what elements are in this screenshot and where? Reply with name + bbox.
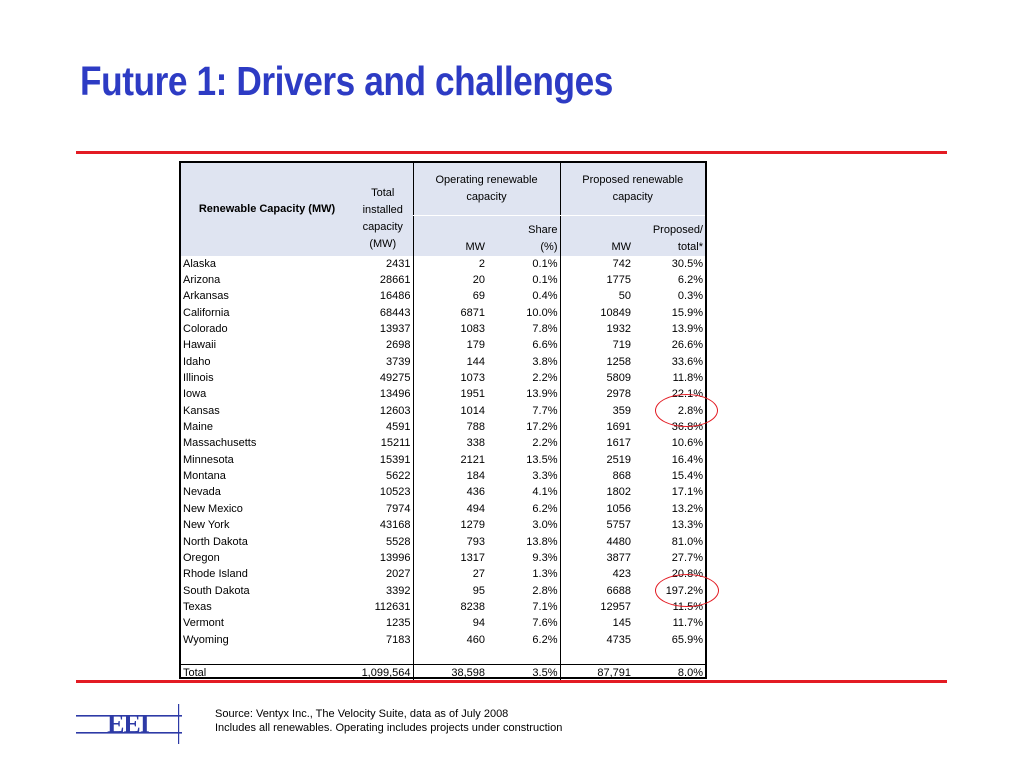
cell-op-mw: 94 (413, 616, 487, 632)
cell-total: 2431 (386, 257, 411, 270)
table-row (181, 354, 705, 370)
cell-total: 2698 (386, 339, 411, 352)
cell-pr-ratio: 15.4% (671, 470, 703, 483)
cell-pr-ratio: 10.6% (671, 437, 703, 450)
cell-op-share: 6.6% (532, 339, 558, 352)
cell-op-mw: 460 (413, 632, 487, 648)
cell-pr-ratio: 8.0% (633, 665, 705, 682)
table-row (181, 583, 705, 599)
bottom-divider (76, 680, 947, 683)
highlight-circle-south-dakota (655, 574, 719, 607)
cell-op-share: 2.8% (532, 584, 558, 597)
cell-op-share: 4.1% (532, 486, 558, 499)
cell-pr-mw: 1691 (560, 419, 633, 435)
cell-pr-mw: 2978 (560, 387, 633, 403)
cell-state: Colorado (183, 323, 228, 336)
cell-total: 5622 (386, 470, 411, 483)
cell-op-mw: 494 (413, 501, 487, 517)
cell-op-mw: 69 (413, 289, 487, 305)
table-row (181, 534, 705, 550)
cell-pr-mw: 2519 (560, 452, 633, 468)
cell-state: Montana (183, 470, 226, 483)
table-row (181, 370, 705, 386)
table-row (181, 616, 705, 632)
table-row (181, 419, 705, 435)
cell-op-mw: 38,598 (413, 665, 487, 682)
cell-pr-mw: 719 (560, 338, 633, 354)
cell-total: 13496 (379, 388, 411, 401)
cell-op-mw: 2 (413, 256, 487, 272)
cell-total: 49275 (379, 372, 411, 385)
cell-pr-mw: 145 (560, 616, 633, 632)
cell-op-share: 10.0% (526, 306, 558, 319)
cell-total: 13937 (379, 323, 411, 336)
table-row (181, 321, 705, 337)
source-note (215, 707, 562, 735)
cell-op-mw: 338 (413, 436, 487, 452)
cell-pr-mw: 742 (560, 256, 633, 272)
cell-pr-ratio: 16.4% (671, 453, 703, 466)
cell-op-share: 3.5% (487, 665, 560, 682)
cell-op-share: 1.3% (532, 568, 558, 581)
cell-state: South Dakota (183, 584, 250, 597)
table-row (181, 468, 705, 484)
cell-pr-mw: 5809 (560, 370, 633, 386)
cell-total: 13996 (379, 551, 411, 564)
cell-pr-mw: 868 (560, 468, 633, 484)
cell-pr-mw: 1775 (560, 272, 633, 288)
cell-pr-ratio: 30.5% (671, 257, 703, 270)
cell-pr-ratio: 0.3% (677, 290, 703, 303)
cell-total: 2027 (386, 568, 411, 581)
cell-total: 28661 (379, 274, 411, 287)
table-row (181, 338, 705, 354)
cell-state: North Dakota (183, 535, 248, 548)
table-row (181, 436, 705, 452)
cell-op-mw: 144 (413, 354, 487, 370)
highlight-circle-kansas (655, 394, 718, 427)
cell-pr-mw: 1932 (560, 321, 633, 337)
header-total-installed: Total installed capacity (MW) (353, 163, 413, 256)
cell-pr-mw: 10849 (560, 305, 633, 321)
cell-pr-ratio: 36.8% (671, 421, 703, 434)
cell-op-share: 6.2% (532, 502, 558, 515)
header-operating-group: Operating renewable capacity (413, 163, 560, 216)
cell-total: 12603 (379, 404, 411, 417)
cell-op-mw: 20 (413, 272, 487, 288)
cell-op-mw: 179 (413, 338, 487, 354)
cell-pr-ratio: 11.8% (672, 372, 703, 385)
cell-pr-ratio: 11.7% (672, 617, 703, 630)
cell-op-mw: 436 (413, 485, 487, 501)
cell-pr-mw: 1056 (560, 501, 633, 517)
cell-state: Hawaii (183, 339, 217, 352)
cell-pr-mw: 5757 (560, 518, 633, 534)
cell-op-share: 9.3% (532, 551, 558, 564)
cell-state: Maine (183, 421, 213, 434)
cell-op-share: 2.2% (532, 437, 558, 450)
cell-pr-ratio: 17.1% (671, 486, 703, 499)
cell-total: 1,099,564 (353, 665, 413, 682)
cell-state: Texas (183, 600, 212, 613)
cell-pr-mw: 1617 (560, 436, 633, 452)
cell-op-mw: 1951 (413, 387, 487, 403)
cell-total: 4591 (386, 421, 411, 434)
cell-pr-ratio: 27.7% (671, 551, 703, 564)
cell-pr-ratio: 13.9% (671, 323, 703, 336)
cell-total: 10523 (379, 486, 411, 499)
table-row (181, 452, 705, 468)
cell-pr-ratio: 13.2% (671, 502, 703, 515)
cell-total: 15391 (379, 453, 411, 466)
cell-pr-ratio: 26.6% (671, 339, 703, 352)
cell-state: Arkansas (183, 290, 229, 303)
header-renewable-capacity: Renewable Capacity (MW) (181, 163, 353, 256)
cell-op-share: 3.3% (532, 470, 558, 483)
cell-pr-mw: 1802 (560, 485, 633, 501)
top-divider (76, 151, 947, 154)
cell-op-share: 13.9% (526, 388, 558, 401)
cell-op-mw: 1073 (413, 370, 487, 386)
cell-op-share: 13.8% (526, 535, 558, 548)
cell-total: 43168 (379, 519, 411, 532)
cell-total: 3739 (386, 355, 411, 368)
cell-op-mw: 793 (413, 534, 487, 550)
table-row (181, 632, 705, 648)
cell-pr-mw: 87,791 (560, 665, 633, 682)
cell-state: Alaska (183, 257, 217, 270)
header-proposed-group: Proposed renewable capacity (560, 163, 705, 216)
cell-state: Kansas (183, 404, 220, 417)
cell-op-share: 0.1% (532, 274, 558, 287)
table-row (181, 403, 705, 419)
cell-op-share: 0.4% (532, 290, 558, 303)
cell-op-mw: 1317 (413, 550, 487, 566)
cell-total: 3392 (386, 584, 411, 597)
header-proposed-mw: MW (560, 216, 633, 257)
cell-op-share: 2.2% (532, 372, 558, 385)
table-row (181, 599, 705, 615)
cell-total: 16486 (379, 290, 411, 303)
cell-pr-mw: 12957 (560, 599, 633, 615)
cell-op-mw: 6871 (413, 305, 487, 321)
cell-op-mw: 27 (413, 567, 487, 583)
cell-op-mw: 184 (413, 468, 487, 484)
cell-op-share: 7.1% (532, 600, 558, 613)
cell-state: Minnesota (183, 453, 234, 466)
cell-pr-mw: 4735 (560, 632, 633, 648)
cell-total: 112631 (374, 600, 411, 613)
cell-state: Wyoming (183, 633, 229, 646)
cell-pr-mw: 423 (560, 567, 633, 583)
cell-state: Idaho (183, 355, 211, 368)
cell-pr-mw: 4480 (560, 534, 633, 550)
cell-op-mw: 788 (413, 419, 487, 435)
cell-state: Oregon (183, 551, 220, 564)
source-line: Source: Ventyx Inc., The Velocity Suite, data as of July 2008 (215, 708, 509, 720)
cell-pr-mw: 1258 (560, 354, 633, 370)
cell-pr-mw: 50 (560, 289, 633, 305)
cell-op-share: 7.7% (532, 404, 558, 417)
cell-op-share: 7.6% (532, 617, 558, 630)
cell-pr-mw: 359 (560, 403, 633, 419)
table-row (181, 485, 705, 501)
cell-pr-ratio: 22.1% (671, 388, 703, 401)
table-body (181, 256, 705, 682)
renewable-capacity-table (179, 161, 707, 679)
spacer-row (181, 648, 705, 665)
cell-total: 7974 (386, 502, 411, 515)
table-row (181, 501, 705, 517)
cell-pr-ratio: 13.3% (671, 519, 703, 532)
cell-op-share: 3.8% (532, 355, 558, 368)
cell-total: 7183 (386, 633, 411, 646)
cell-op-mw: 1083 (413, 321, 487, 337)
cell-op-mw: 2121 (413, 452, 487, 468)
cell-op-mw: 8238 (413, 599, 487, 615)
header-proposed-ratio: Proposed/ total* (633, 216, 705, 257)
cell-op-share: 6.2% (532, 633, 558, 646)
cell-op-share: 17.2% (526, 421, 558, 434)
note-line: Includes all renewables. Operating includes projects under construction (215, 722, 563, 734)
logo-text: EEI (107, 709, 149, 739)
table-row (181, 272, 705, 288)
table-row (181, 289, 705, 305)
cell-op-share: 3.0% (532, 519, 558, 532)
cell-pr-ratio: 81.0% (671, 535, 703, 548)
cell-state: Rhode Island (183, 568, 248, 581)
cell-state: New Mexico (183, 502, 243, 515)
cell-pr-ratio: 6.2% (677, 274, 703, 287)
table-row (181, 518, 705, 534)
table-row (181, 387, 705, 403)
cell-pr-ratio: 15.9% (671, 306, 703, 319)
cell-total: 68443 (379, 306, 411, 319)
cell-pr-ratio: 2.8% (677, 404, 703, 417)
table-row (181, 305, 705, 321)
cell-pr-mw: 6688 (560, 583, 633, 599)
cell-state: Illinois (183, 372, 214, 385)
cell-state: Massachusetts (183, 437, 257, 450)
cell-total: 15211 (380, 437, 411, 450)
cell-state: Arizona (183, 274, 221, 287)
cell-pr-ratio: 11.5% (672, 600, 703, 613)
cell-op-mw: 1279 (413, 518, 487, 534)
cell-state: Iowa (183, 388, 207, 401)
cell-state: Total (181, 665, 353, 682)
slide-title: Future 1: Drivers and challenges (80, 58, 613, 104)
cell-state: California (183, 306, 230, 319)
table-row (181, 550, 705, 566)
cell-state: New York (183, 519, 230, 532)
cell-pr-ratio: 197.2% (665, 584, 703, 597)
cell-pr-ratio: 20.8% (671, 568, 703, 581)
table-row (181, 567, 705, 583)
cell-op-mw: 95 (413, 583, 487, 599)
cell-op-share: 13.5% (526, 453, 558, 466)
cell-state: Vermont (183, 617, 224, 630)
cell-op-mw: 1014 (413, 403, 487, 419)
cell-state: Nevada (183, 486, 221, 499)
table-row (181, 256, 705, 272)
header-operating-mw: MW (413, 216, 487, 257)
cell-pr-ratio: 33.6% (671, 355, 703, 368)
cell-total: 1235 (386, 617, 411, 630)
cell-op-share: 0.1% (532, 257, 558, 270)
header-share: Share (%) (487, 216, 560, 257)
cell-op-share: 7.8% (532, 323, 558, 336)
eei-logo (76, 704, 182, 744)
cell-pr-ratio: 65.9% (671, 633, 703, 646)
cell-total: 5528 (386, 535, 411, 548)
cell-pr-mw: 3877 (560, 550, 633, 566)
